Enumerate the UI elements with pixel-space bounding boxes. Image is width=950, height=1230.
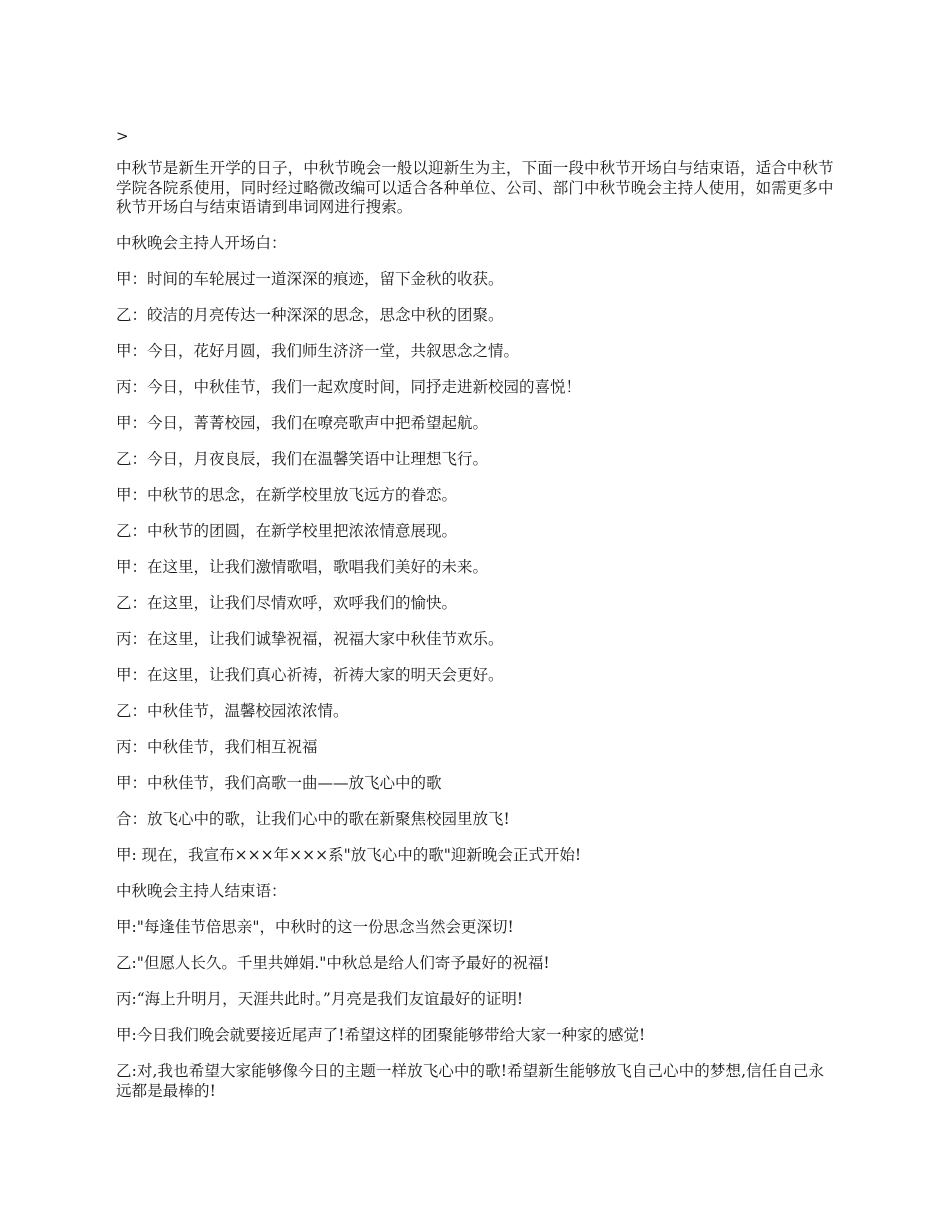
dialogue-line: 甲: 现在，我宣布×××年×××系"放飞心中的歌"迎新晚会正式开始!	[116, 846, 582, 864]
dialogue-line: 乙：中秋节的团圆，在新学校里把浓浓情意展现。	[116, 522, 458, 540]
dialogue-line: 甲：在这里，让我们真心祈祷，祈祷大家的明天会更好。	[116, 666, 504, 684]
dialogue-line: 丙：中秋佳节，我们相互祝福	[116, 738, 318, 756]
dialogue-line: 丙：在这里，让我们诚挚祝福，祝福大家中秋佳节欢乐。	[116, 630, 504, 648]
dialogue-line: 甲：今日，菁菁校园，我们在嘹亮歌声中把希望起航。	[116, 414, 489, 432]
final-paragraph: 乙:对,我也希望大家能够像今日的主题一样放飞心中的歌!希望新生能够放飞自己心中的梦想,信任自己永远都是最棒的!	[116, 1062, 825, 1100]
dialogue-line: 丙:“海上升明月，天涯共此时。”月亮是我们友谊最好的证明!	[116, 990, 524, 1008]
dialogue-line: 乙:"但愿人长久。千里共婵娟."中秋总是给人们寄予最好的祝福!	[116, 954, 550, 972]
dialogue-line: 丙：今日，中秋佳节，我们一起欢度时间，同抒走进新校园的喜悦！	[116, 378, 582, 396]
dialogue-line: 甲:今日我们晚会就要接近尾声了!希望这样的团聚能够带给大家一种家的感觉!	[116, 1026, 646, 1044]
dialogue-line: 甲：时间的车轮展过一道深深的痕迹，留下金秋的收获。	[116, 270, 504, 288]
dialogue-line: 乙：中秋佳节，温馨校园浓浓情。	[116, 702, 349, 720]
dialogue-line: 乙：今日，月夜良辰，我们在温馨笑语中让理想飞行。	[116, 450, 489, 468]
intro-paragraph: 中秋节是新生开学的日子，中秋节晚会一般以迎新生为主，下面一段中秋节开场白与结束语，适合中秋节学院各院系使用，同时经过略微改编可以适合各种单位、公司、部门中秋节晚会主持人使用，如需更多中秋节开场白与结束语请到串词网进行搜索。	[116, 159, 834, 216]
opening-heading: 中秋晚会主持人开场白：	[116, 234, 287, 252]
dialogue-line: 甲:"每逢佳节倍思亲"，中秋时的这一份思念当然会更深切!	[116, 918, 514, 936]
bullet-marker: >	[116, 127, 129, 145]
dialogue-line: 甲：今日，花好月圆，我们师生济济一堂，共叙思念之情。	[116, 342, 520, 360]
dialogue-line: 乙：皎洁的月亮传达一种深深的思念，思念中秋的团聚。	[116, 306, 504, 324]
dialogue-line: 合：放飞心中的歌，让我们心中的歌在新聚焦校园里放飞!	[116, 810, 510, 828]
dialogue-line: 乙：在这里，让我们尽情欢呼，欢呼我们的愉快。	[116, 594, 458, 612]
dialogue-line: 甲：中秋佳节，我们高歌一曲——放飞心中的歌	[116, 774, 442, 792]
closing-heading: 中秋晚会主持人结束语：	[116, 882, 287, 900]
document-page	[116, 126, 836, 1118]
dialogue-line: 甲：中秋节的思念，在新学校里放飞远方的眷恋。	[116, 486, 458, 504]
dialogue-line: 甲：在这里，让我们激情歌唱，歌唱我们美好的未来。	[116, 558, 489, 576]
